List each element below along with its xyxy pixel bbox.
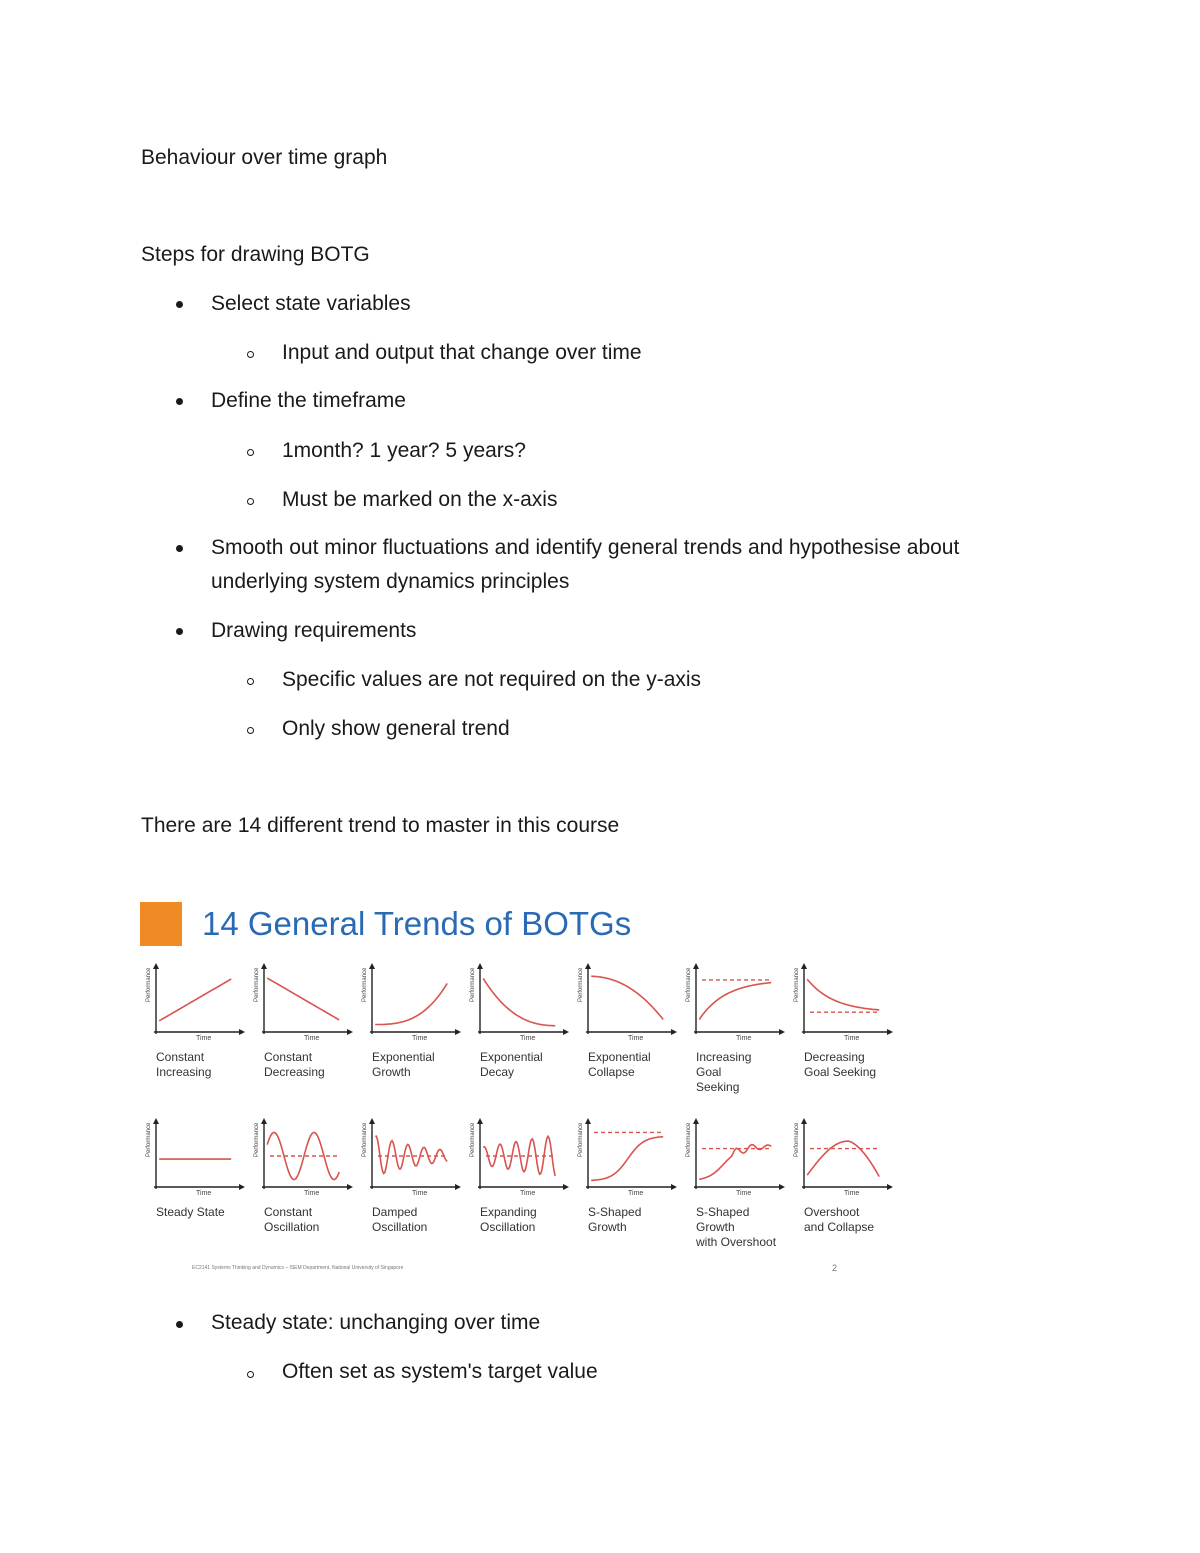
x-axis-arrow xyxy=(239,1029,245,1035)
trend-plot xyxy=(680,962,788,1062)
trend-label xyxy=(696,1050,780,1095)
trend-label-line1: Exponential xyxy=(372,1050,435,1064)
trend-label xyxy=(588,1205,641,1235)
trends-intro: There are 14 different trend to master in this course xyxy=(141,814,620,837)
step-subitem: Specific values are not required on the y-axis xyxy=(282,668,702,691)
y-axis-arrow xyxy=(801,1118,807,1124)
trend-plot xyxy=(140,962,248,1062)
trend-label xyxy=(372,1205,427,1235)
trend-label-line2: Decreasing xyxy=(264,1065,325,1079)
trend-graph xyxy=(680,1117,780,1249)
x-axis-label: Time xyxy=(520,1035,536,1042)
trend-curve xyxy=(699,983,771,1020)
trend-plot xyxy=(572,1117,680,1217)
trend-label-line2: Oscillation xyxy=(372,1220,428,1234)
trend-graph xyxy=(464,962,564,1082)
trend-label-line1: Exponential xyxy=(588,1050,651,1064)
trend-label-line1: S-Shaped Growth xyxy=(696,1205,750,1234)
trend-label xyxy=(696,1205,780,1250)
trend-plot xyxy=(356,1117,464,1217)
trend-label-line2: Decay xyxy=(480,1065,515,1079)
trend-graph xyxy=(788,962,888,1082)
trend-label-line2: Increasing xyxy=(156,1065,212,1079)
y-axis-label: Performance xyxy=(470,1122,476,1157)
trend-curve xyxy=(267,978,339,1020)
y-axis-arrow xyxy=(477,1118,483,1124)
sub-bullet xyxy=(247,449,254,456)
x-axis-label: Time xyxy=(412,1190,428,1197)
x-axis-arrow xyxy=(779,1029,785,1035)
trend-label-line1: Exponential xyxy=(480,1050,543,1064)
trend-plot xyxy=(788,1117,896,1217)
trend-label xyxy=(156,1205,225,1220)
bullet-dot xyxy=(176,398,183,405)
x-axis-arrow xyxy=(455,1184,461,1190)
trend-graph xyxy=(680,962,780,1094)
y-axis-label: Performance xyxy=(254,967,260,1002)
y-axis-arrow xyxy=(693,1118,699,1124)
trend-plot xyxy=(464,1117,572,1217)
bullet-dot xyxy=(176,628,183,635)
x-axis-label: Time xyxy=(844,1035,860,1042)
y-axis-label: Performance xyxy=(470,967,476,1002)
y-axis-label: Performance xyxy=(578,1122,584,1157)
trend-plot xyxy=(788,962,896,1062)
step-subitem: 1month? 1 year? 5 years? xyxy=(282,439,526,462)
y-axis-arrow xyxy=(801,963,807,969)
trend-label-line2: Oscillation xyxy=(480,1220,536,1234)
x-axis-label: Time xyxy=(628,1035,644,1042)
trends-slide-image xyxy=(140,890,900,1280)
y-axis-arrow xyxy=(153,1118,159,1124)
y-axis-label: Performance xyxy=(686,1122,692,1157)
step-item-continued: underlying system dynamics principles xyxy=(211,570,570,593)
trend-graph xyxy=(572,1117,672,1237)
bullet-dot xyxy=(176,301,183,308)
y-axis-arrow xyxy=(261,1118,267,1124)
x-axis-arrow xyxy=(347,1029,353,1035)
y-axis-label: Performance xyxy=(146,967,152,1002)
trend-label-line2: Growth xyxy=(588,1220,627,1234)
trend-curve xyxy=(591,976,663,1019)
trend-curve xyxy=(375,1136,447,1173)
x-axis-arrow xyxy=(671,1029,677,1035)
trend-graph xyxy=(356,1117,456,1237)
x-axis-label: Time xyxy=(628,1190,644,1197)
trend-curve xyxy=(375,983,447,1024)
trend-label xyxy=(156,1050,211,1080)
y-axis-label: Performance xyxy=(254,1122,260,1157)
trend-label-line2: Goal Seeking xyxy=(804,1065,877,1079)
trend-curve xyxy=(699,1145,771,1180)
bullet-dot xyxy=(176,1321,183,1328)
sub-bullet xyxy=(247,678,254,685)
after-bullet: Steady state: unchanging over time xyxy=(211,1311,541,1334)
y-axis-label: Performance xyxy=(578,967,584,1002)
x-axis-label: Time xyxy=(844,1190,860,1197)
trend-label xyxy=(588,1050,651,1080)
sub-bullet xyxy=(247,351,254,358)
x-axis-arrow xyxy=(563,1184,569,1190)
step-subitem: Only show general trend xyxy=(282,717,510,740)
trend-plot xyxy=(464,962,572,1062)
slide-title: 14 General Trends of BOTGs xyxy=(202,905,632,942)
x-axis-label: Time xyxy=(196,1035,212,1042)
trend-curve xyxy=(483,978,555,1025)
x-axis-label: Time xyxy=(736,1190,752,1197)
trend-label xyxy=(264,1050,325,1080)
sub-bullet xyxy=(247,498,254,505)
trend-label-line1: Damped xyxy=(372,1205,418,1219)
trend-plot xyxy=(248,962,356,1062)
x-axis-arrow xyxy=(671,1184,677,1190)
trend-graph xyxy=(140,962,240,1082)
trend-label-line1: S-Shaped xyxy=(588,1205,642,1219)
trend-curve xyxy=(591,1137,663,1181)
step-item: Select state variables xyxy=(211,292,411,315)
slide-accent-square xyxy=(140,902,182,946)
x-axis-arrow xyxy=(887,1029,893,1035)
y-axis-label: Performance xyxy=(794,1122,800,1157)
trend-label-line1: Steady State xyxy=(156,1205,225,1219)
x-axis-label: Time xyxy=(520,1190,536,1197)
slide-footer: EC2141 Systems Thinking and Dynamics – ISEM Department, National University of Singapore xyxy=(192,1265,404,1271)
trend-graph xyxy=(248,962,348,1082)
y-axis-label: Performance xyxy=(362,1122,368,1157)
trend-label-line1: Constant xyxy=(156,1050,205,1064)
trend-graph xyxy=(140,1117,240,1237)
trend-label-line1: Overshoot xyxy=(804,1205,860,1219)
trend-label-line2: Growth xyxy=(372,1065,411,1079)
trend-label-line1: Constant xyxy=(264,1205,313,1219)
y-axis-arrow xyxy=(585,1118,591,1124)
trend-curve xyxy=(807,979,879,1010)
trend-graph xyxy=(572,962,672,1082)
trend-label xyxy=(264,1205,319,1235)
sub-bullet xyxy=(247,727,254,734)
trend-curve xyxy=(159,979,231,1021)
x-axis-label: Time xyxy=(196,1190,212,1197)
y-axis-arrow xyxy=(693,963,699,969)
trend-label xyxy=(372,1050,435,1080)
x-axis-label: Time xyxy=(304,1190,320,1197)
step-item: Define the timeframe xyxy=(211,389,406,412)
trend-label-line2: Oscillation xyxy=(264,1220,320,1234)
step-item: Smooth out minor fluctuations and identify general trends and hypothesise about xyxy=(211,536,960,559)
trend-label xyxy=(480,1050,543,1080)
after-subitem: Often set as system's target value xyxy=(282,1360,598,1383)
trend-plot xyxy=(572,962,680,1062)
trend-label-line2: with Overshoot xyxy=(696,1235,777,1249)
trend-graph xyxy=(248,1117,348,1237)
trend-plot xyxy=(356,962,464,1062)
x-axis-arrow xyxy=(239,1184,245,1190)
y-axis-label: Performance xyxy=(362,967,368,1002)
y-axis-label: Performance xyxy=(794,967,800,1002)
bullet-dot xyxy=(176,545,183,552)
x-axis-arrow xyxy=(347,1184,353,1190)
x-axis-label: Time xyxy=(412,1035,428,1042)
y-axis-arrow xyxy=(585,963,591,969)
trend-label-line1: Constant xyxy=(264,1050,313,1064)
trend-graph xyxy=(788,1117,888,1237)
page-heading: Behaviour over time graph xyxy=(141,146,388,169)
y-axis-label: Performance xyxy=(686,967,692,1002)
trend-label xyxy=(804,1205,874,1235)
trend-label xyxy=(804,1050,876,1080)
step-item: Drawing requirements xyxy=(211,619,417,642)
y-axis-arrow xyxy=(477,963,483,969)
x-axis-arrow xyxy=(563,1029,569,1035)
step-subitem: Input and output that change over time xyxy=(282,341,642,364)
y-axis-arrow xyxy=(369,1118,375,1124)
x-axis-label: Time xyxy=(304,1035,320,1042)
steps-title: Steps for drawing BOTG xyxy=(141,243,370,266)
y-axis-arrow xyxy=(261,963,267,969)
x-axis-arrow xyxy=(455,1029,461,1035)
trend-label-line2: Seeking xyxy=(696,1080,740,1094)
y-axis-label: Performance xyxy=(146,1122,152,1157)
trend-curve xyxy=(807,1141,879,1177)
x-axis-arrow xyxy=(887,1184,893,1190)
trend-label-line1: Expanding xyxy=(480,1205,537,1219)
y-axis-arrow xyxy=(369,963,375,969)
trend-label xyxy=(480,1205,537,1235)
trend-label-line2: Collapse xyxy=(588,1065,635,1079)
trend-label-line1: Increasing Goal xyxy=(696,1050,752,1079)
trend-plot xyxy=(680,1117,788,1217)
trend-graph xyxy=(464,1117,564,1237)
trend-plot xyxy=(248,1117,356,1217)
x-axis-label: Time xyxy=(736,1035,752,1042)
y-axis-arrow xyxy=(153,963,159,969)
trend-plot xyxy=(140,1117,248,1217)
x-axis-arrow xyxy=(779,1184,785,1190)
step-subitem: Must be marked on the x-axis xyxy=(282,488,558,511)
trend-label-line2: and Collapse xyxy=(804,1220,875,1234)
trend-graph xyxy=(356,962,456,1082)
sub-bullet xyxy=(247,1371,254,1378)
slide-page-number: 2 xyxy=(832,1263,838,1273)
trend-label-line1: Decreasing xyxy=(804,1050,865,1064)
